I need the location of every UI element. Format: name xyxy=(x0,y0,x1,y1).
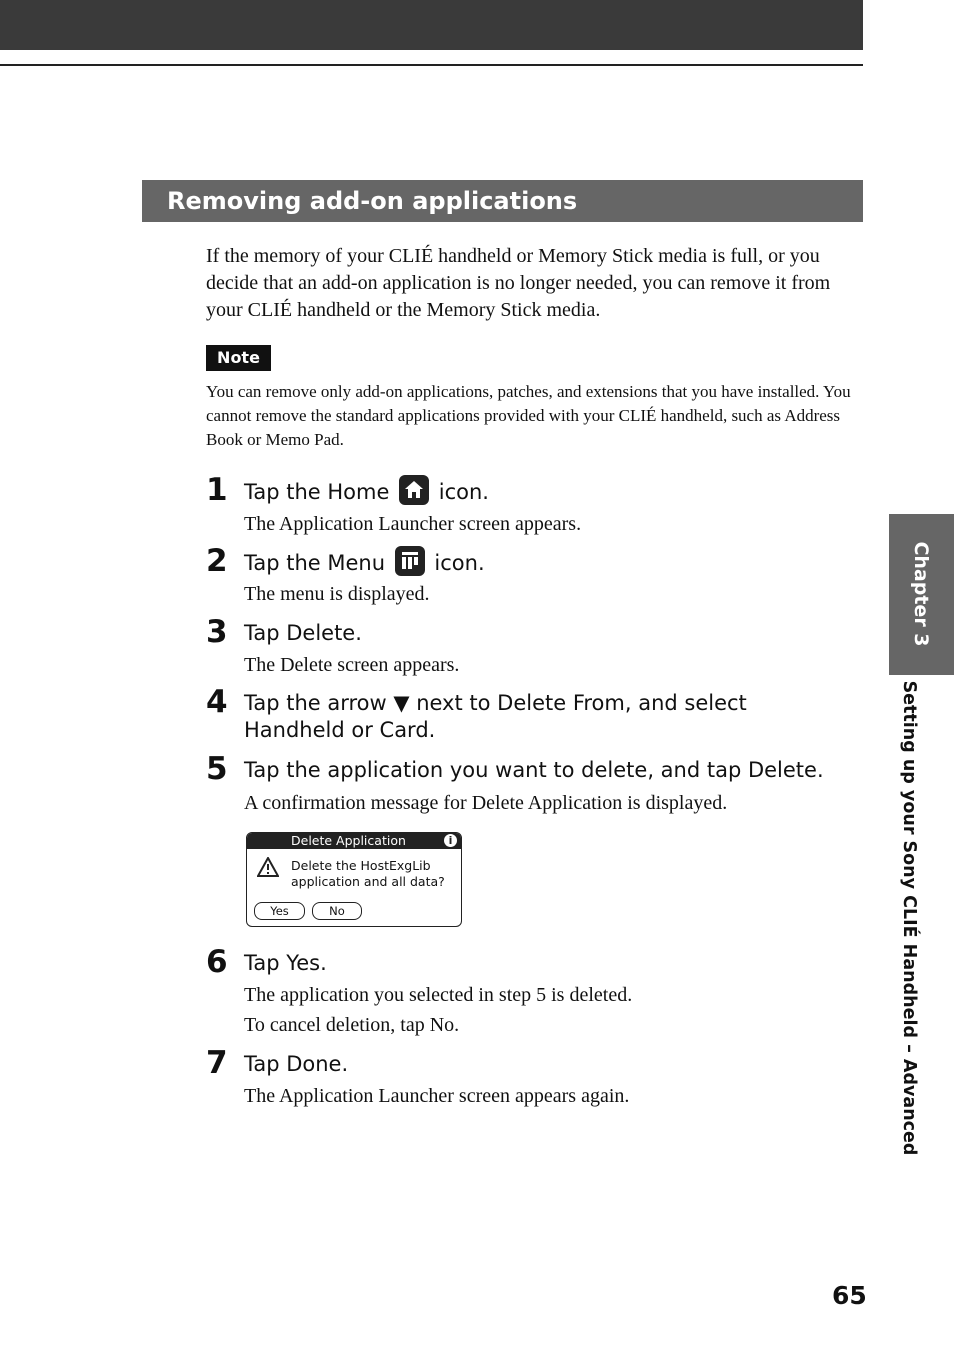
step-description: To cancel deletion, tap No. xyxy=(244,1014,460,1036)
step-number: 7 xyxy=(206,1045,228,1081)
step-title-text: icon. xyxy=(438,480,489,504)
step-description: The application you selected in step 5 is deleted. xyxy=(244,984,633,1006)
step-title xyxy=(244,478,844,508)
step-title-text: Tap the Home xyxy=(244,480,390,504)
step-title: Tap the arrow ▼ next to Delete From, and select Handheld or Card. xyxy=(244,691,747,742)
step-title: Tap Done. xyxy=(244,1052,349,1076)
note-text: You can remove only add-on applications, patches, and extensions that you have installed. You cannot remove the standard applications provided with your CLIÉ handheld, such as Address Book or Memo Pad. xyxy=(206,382,851,449)
step-title xyxy=(244,549,844,579)
step-description: The Delete screen appears. xyxy=(244,654,460,676)
dialog-title-bar xyxy=(247,833,461,849)
step-title-text: Tap the Menu xyxy=(244,551,386,575)
step-title: Tap Yes. xyxy=(244,951,327,975)
dialog-title: Delete Application xyxy=(291,833,406,848)
header-bar xyxy=(0,0,863,50)
step-title: Tap Delete. xyxy=(244,621,362,645)
chapter-label: Chapter 3 xyxy=(910,541,932,647)
intro-paragraph: If the memory of your CLIÉ handheld or Memory Stick media is full, or you decide that an add-on application is no longer needed, you can remove it from your CLIÉ handheld or the Memory Stick media. xyxy=(206,245,831,321)
step-number: 5 xyxy=(206,751,228,787)
section-title: Removing add-on applications xyxy=(142,180,863,222)
info-icon: i xyxy=(444,834,457,847)
step-description: The menu is displayed. xyxy=(244,583,430,605)
warning-icon xyxy=(257,857,279,881)
step-title-text: icon. xyxy=(434,551,485,575)
step-number: 6 xyxy=(206,944,228,980)
delete-application-dialog xyxy=(246,832,462,927)
no-button[interactable]: No xyxy=(312,902,362,920)
dialog-message: Delete the HostExgLib application and all data? xyxy=(291,858,445,889)
header-rule xyxy=(0,64,863,66)
step-number: 2 xyxy=(206,543,228,579)
step-description: The Application Launcher screen appears. xyxy=(244,513,582,535)
home-icon xyxy=(399,475,429,505)
menu-icon xyxy=(395,546,425,576)
step-number: 1 xyxy=(206,472,228,508)
step-title: Tap the application you want to delete, and tap Delete. xyxy=(244,758,824,782)
step-number: 4 xyxy=(206,684,228,720)
section-side-label: Setting up your Sony CLIÉ Handheld – Advanced xyxy=(899,680,919,1156)
yes-button[interactable]: Yes xyxy=(254,902,305,920)
step-description: The Application Launcher screen appears again. xyxy=(244,1085,630,1107)
note-badge: Note xyxy=(206,345,271,371)
step-description: A confirmation message for Delete Application is displayed. xyxy=(244,792,728,814)
page-number: 65 xyxy=(832,1281,867,1310)
step-number: 3 xyxy=(206,614,228,650)
